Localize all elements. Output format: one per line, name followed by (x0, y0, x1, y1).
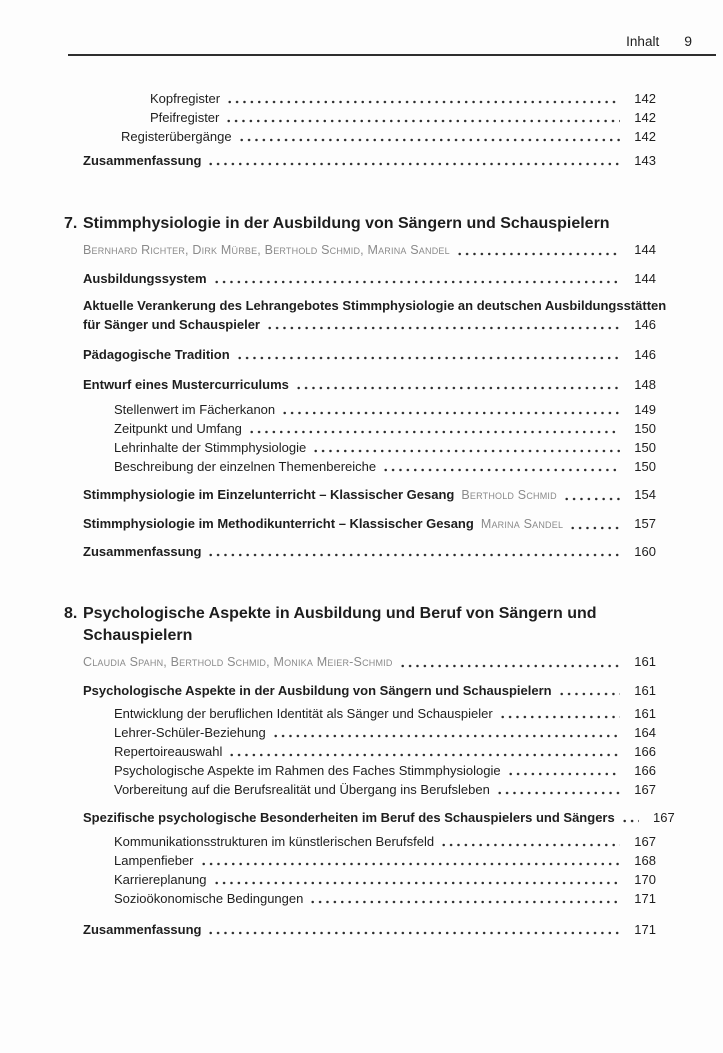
dot-leader (228, 742, 620, 761)
entry-page: 167 (634, 834, 656, 849)
entry-label: Kommunikationsstrukturen im künstlerischen Berufsfeld (114, 834, 435, 849)
toc-entry-paedagogische-tradition (64, 345, 656, 364)
dot-leader (295, 375, 620, 394)
toc-entry-einzelunterricht (64, 485, 656, 505)
dot-leader (236, 345, 620, 364)
entry-page: 161 (634, 683, 656, 698)
dot-leader (569, 514, 620, 534)
entry-page: 148 (634, 377, 656, 392)
entry-page: 161 (634, 706, 656, 721)
toc-entry-entwicklung-identitaet (64, 704, 656, 723)
entry-label: Zusammenfassung (83, 153, 202, 168)
dot-leader (207, 542, 620, 561)
entry-page: 150 (634, 421, 656, 436)
dot-leader (266, 315, 620, 334)
dot-leader (207, 920, 620, 939)
toc-entry-beschreibung-themenbereiche (64, 457, 656, 476)
toc-entry-entwurf-mustercurriculum (64, 375, 656, 394)
entry-page: 161 (634, 654, 656, 669)
entry-page: 167 (653, 810, 675, 825)
chapter-8-authors (64, 652, 656, 672)
entry-label: Karriereplanung (114, 872, 207, 887)
dot-leader (621, 808, 639, 827)
entry-label: Entwurf eines Mustercurriculums (83, 377, 289, 392)
toc-entry-kopfregister (64, 89, 656, 108)
dot-leader (399, 652, 620, 672)
entry-page: 144 (634, 242, 656, 257)
entry-page: 146 (634, 347, 656, 362)
entry-label: Zusammenfassung (83, 544, 202, 559)
header-rule (68, 54, 716, 56)
dot-leader (563, 485, 620, 505)
dot-leader (499, 704, 620, 723)
toc-entry-vorbereitung-berufsrealitaet (64, 780, 656, 799)
entry-label: Zusammenfassung (83, 922, 202, 937)
entry-page: 144 (634, 271, 656, 286)
entry-page: 166 (634, 744, 656, 759)
dot-leader (272, 723, 620, 742)
dot-leader (200, 851, 621, 870)
dot-leader (238, 127, 620, 146)
toc-entry-zeitpunkt (64, 419, 656, 438)
entry-label-line1: Aktuelle Verankerung des Lehrangebotes Stimmphysiologie an deutschen Ausbildungsstätten (83, 298, 667, 313)
toc-entry-methodikunterricht (64, 514, 656, 534)
entry-label-line2: für Sänger und Schauspieler (83, 317, 260, 332)
dot-leader (281, 400, 620, 419)
entry-label: Entwicklung der beruflichen Identität als Sänger und Schauspieler (114, 706, 493, 721)
dot-leader (248, 419, 620, 438)
entry-page: 142 (634, 110, 656, 125)
chapter-8-heading (64, 603, 656, 647)
toc-entry-karriereplanung (64, 870, 656, 889)
entry-label: Lampenfieber (114, 853, 194, 868)
entry-page: 150 (634, 440, 656, 455)
dot-leader (312, 438, 620, 457)
entry-label: Pädagogische Tradition (83, 347, 230, 362)
entry-page: 143 (634, 153, 656, 168)
chapter-title: Stimmphysiologie in der Ausbildung von Sängern und Schauspielern (83, 215, 610, 232)
toc-entry-registeruebergaenge (64, 127, 656, 146)
dot-leader (213, 870, 620, 889)
toc-entry-stellenwert (64, 400, 656, 419)
entry-page: 164 (634, 725, 656, 740)
entry-label: Repertoireauswahl (114, 744, 223, 759)
toc-entry-pfeifregister (64, 108, 656, 127)
dot-leader (225, 108, 620, 127)
entry-page: 150 (634, 459, 656, 474)
toc-entry-psych-aspekte-stimmphysiologie (64, 761, 656, 780)
dot-leader (558, 681, 620, 700)
entry-page: 166 (634, 763, 656, 778)
entry-page: 170 (634, 872, 656, 887)
chapter-7-heading (64, 213, 656, 235)
entry-label: Psychologische Aspekte in der Ausbildung von Sängern und Schauspielern (83, 683, 552, 698)
entry-label: Stimmphysiologie im Methodikunterricht – Klassischer Gesang (83, 516, 474, 531)
toc-entry-ausbildungssystem (64, 269, 656, 288)
toc-entry-soziooekonomische-bedingungen (64, 889, 656, 908)
toc-entry-kommunikationsstrukturen (64, 832, 656, 851)
toc-entry-repertoireauswahl (64, 742, 656, 761)
authors-names: Claudia Spahn, Berthold Schmid, Monika Meier-Schmid (83, 655, 393, 669)
entry-page: 167 (634, 782, 656, 797)
entry-label: Stimmphysiologie im Einzelunterricht – Klassischer Gesang (83, 487, 455, 502)
dot-leader (309, 889, 620, 908)
chapter-7-authors (64, 240, 656, 260)
entry-page: 168 (634, 853, 656, 868)
toc-entry-aktuelle-verankerung (64, 296, 667, 334)
dot-leader (507, 761, 620, 780)
entry-label: Pfeifregister (150, 110, 220, 125)
chapter-number: 7. (64, 215, 78, 232)
dot-leader (207, 151, 620, 170)
authors-names: Bernhard Richter, Dirk Mürbe, Berthold Schmid, Marina Sandel (83, 243, 450, 257)
running-head: Inhalt (626, 34, 660, 49)
chapter-number: 8. (64, 605, 78, 622)
entry-label: Beschreibung der einzelnen Themenbereiche (114, 459, 377, 474)
dot-leader (213, 269, 620, 288)
entry-label: Lehrer-Schüler-Beziehung (114, 725, 266, 740)
entry-label: Spezifische psychologische Besonderheiten im Beruf des Schauspielers und Sängers (83, 810, 615, 825)
chapter-title: Psychologische Aspekte in Ausbildung und Beruf von Sängern und Schauspielern (83, 605, 597, 644)
dot-leader (440, 832, 620, 851)
dot-leader (382, 457, 620, 476)
toc-entry-zusammenfassung-7 (64, 542, 656, 561)
entry-label: Ausbildungssystem (83, 271, 207, 286)
entry-label: Vorbereitung auf die Berufsrealität und Übergang ins Berufsleben (114, 782, 490, 797)
entry-page: 157 (634, 516, 656, 531)
entry-page: 142 (634, 129, 656, 144)
entry-label: Kopfregister (150, 91, 221, 106)
dot-leader (226, 89, 620, 108)
dot-leader (496, 780, 620, 799)
entry-page: 171 (634, 891, 656, 906)
entry-page: 142 (634, 91, 656, 106)
entry-label: Registerübergänge (121, 129, 232, 144)
toc-entry-psych-aspekte-ausbildung (64, 681, 656, 700)
entry-label: Zeitpunkt und Umfang (114, 421, 242, 436)
entry-author: Berthold Schmid (461, 488, 557, 502)
entry-page: 160 (634, 544, 656, 559)
toc-entry-spezifische-besonderheiten (64, 808, 675, 827)
entry-label: Sozioökonomische Bedingungen (114, 891, 304, 906)
entry-page: 171 (634, 922, 656, 937)
dot-leader (456, 240, 620, 260)
entry-label: Stellenwert im Fächerkanon (114, 402, 276, 417)
entry-label: Lehrinhalte der Stimmphysiologie (114, 440, 307, 455)
entry-page: 154 (634, 487, 656, 502)
page-header (68, 33, 692, 49)
entry-author: Marina Sandel (480, 517, 564, 531)
page-folio: 9 (684, 33, 692, 49)
toc-entry-lehrer-schueler (64, 723, 656, 742)
entry-page: 146 (634, 317, 656, 332)
table-of-contents (64, 89, 675, 939)
toc-entry-lehrinhalte (64, 438, 656, 457)
entry-label: Psychologische Aspekte im Rahmen des Faches Stimmphysiologie (114, 763, 501, 778)
toc-entry-zusammenfassung-6 (64, 151, 656, 170)
entry-page: 149 (634, 402, 656, 417)
toc-entry-lampenfieber (64, 851, 656, 870)
toc-entry-zusammenfassung-8 (64, 920, 656, 939)
